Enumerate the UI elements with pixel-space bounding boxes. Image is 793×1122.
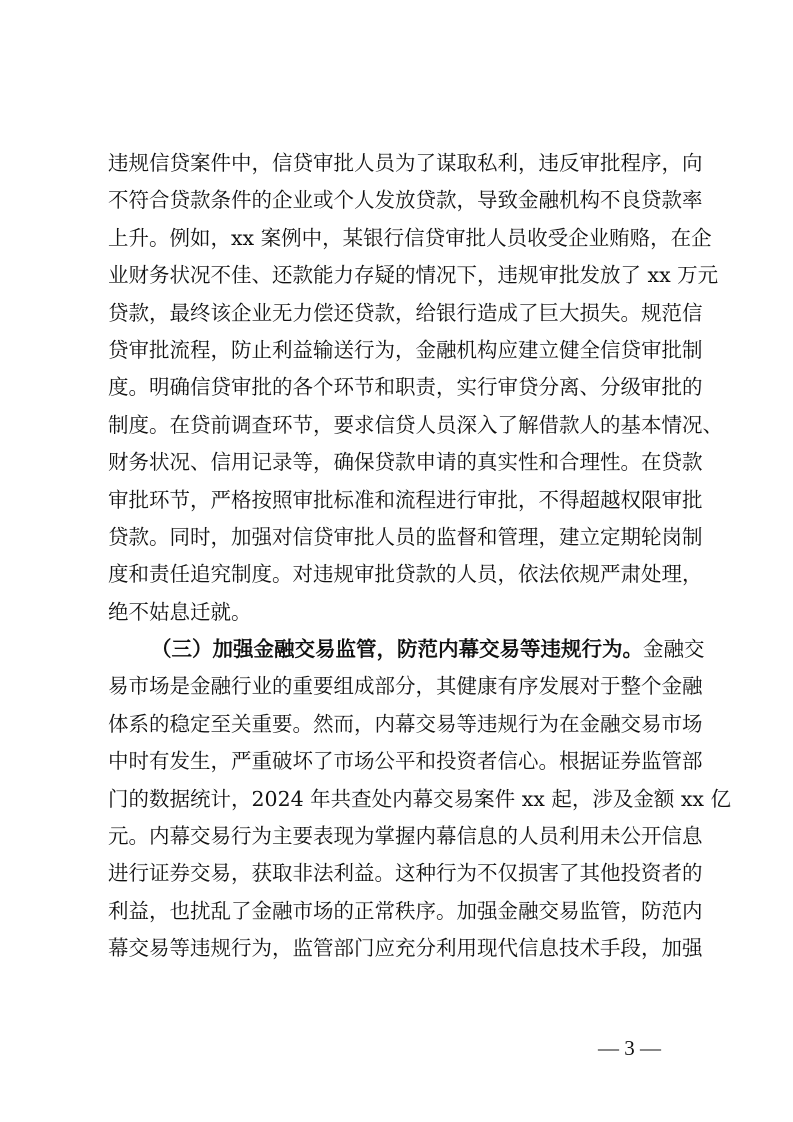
paragraph-line: 贷款。同时，加强对信贷审批人员的监督和管理，建立定期轮岗制 (108, 524, 703, 549)
paragraph-line: 度。明确信贷审批的各个环节和职责，实行审贷分离、分级审批的 (108, 375, 703, 400)
page-number: — 3 — (598, 1036, 661, 1060)
paragraph-line: 中时有发生，严重破坏了市场公平和投资者信心。根据证券监管部 (108, 749, 703, 774)
paragraph-line: 易市场是金融行业的重要组成部分，其健康有序发展对于整个金融 (108, 674, 703, 699)
section-heading-tail: 金融交 (643, 637, 705, 662)
paragraph-line: 利益，也扰乱了金融市场的正常秩序。加强金融交易监管，防范内 (108, 898, 703, 923)
paragraph-line: 元。内幕交易行为主要表现为掌握内幕信息的人员利用未公开信息 (108, 824, 703, 849)
paragraph-line: 门的数据统计，2024 年共查处内幕交易案件 xx 起，涉及金额 xx 亿 (108, 786, 731, 811)
paragraph-line: 审批环节，严格按照审批标准和流程进行审批，不得超越权限审批 (108, 487, 703, 512)
paragraph-line: 进行证券交易，获取非法利益。这种行为不仅损害了其他投资者的 (108, 861, 703, 886)
paragraph-line: 制度。在贷前调查环节，要求信贷人员深入了解借款人的基本情况、 (108, 412, 723, 437)
paragraph-line: 财务状况、信用记录等，确保贷款申请的真实性和合理性。在贷款 (108, 450, 703, 475)
section-heading-line (108, 631, 705, 668)
paragraph-line: 上升。例如，xx 案例中，某银行信贷审批人员收受企业贿赂，在企 (108, 225, 712, 250)
paragraph-line: 体系的稳定至关重要。然而，内幕交易等违规行为在金融交易市场 (108, 711, 703, 736)
paragraph-line: 贷审批流程，防止利益输送行为，金融机构应建立健全信贷审批制 (108, 337, 703, 362)
paragraph-line: 违规信贷案件中，信贷审批人员为了谋取私利，违反审批程序，向 (108, 151, 703, 175)
paragraph-line: 贷款，最终该企业无力偿还贷款，给银行造成了巨大损失。规范信 (108, 300, 703, 325)
body-text (108, 145, 731, 968)
paragraph-line: 度和责任追究制度。对违规审批贷款的人员，依法依规严肃处理， (108, 562, 703, 587)
paragraph-line: 不符合贷款条件的企业或个人发放贷款，导致金融机构不良贷款率 (108, 188, 703, 213)
paragraph-line: 业财务状况不佳、还款能力存疑的情况下，违规审批发放了 xx 万元 (108, 263, 719, 288)
section-heading: （三）加强金融交易监管，防范内幕交易等违规行为。 (151, 637, 643, 662)
paragraph-line: 绝不姑息迁就。 (108, 599, 252, 624)
paragraph-line: 幕交易等违规行为，监管部门应充分利用现代信息技术手段，加强 (108, 936, 703, 961)
